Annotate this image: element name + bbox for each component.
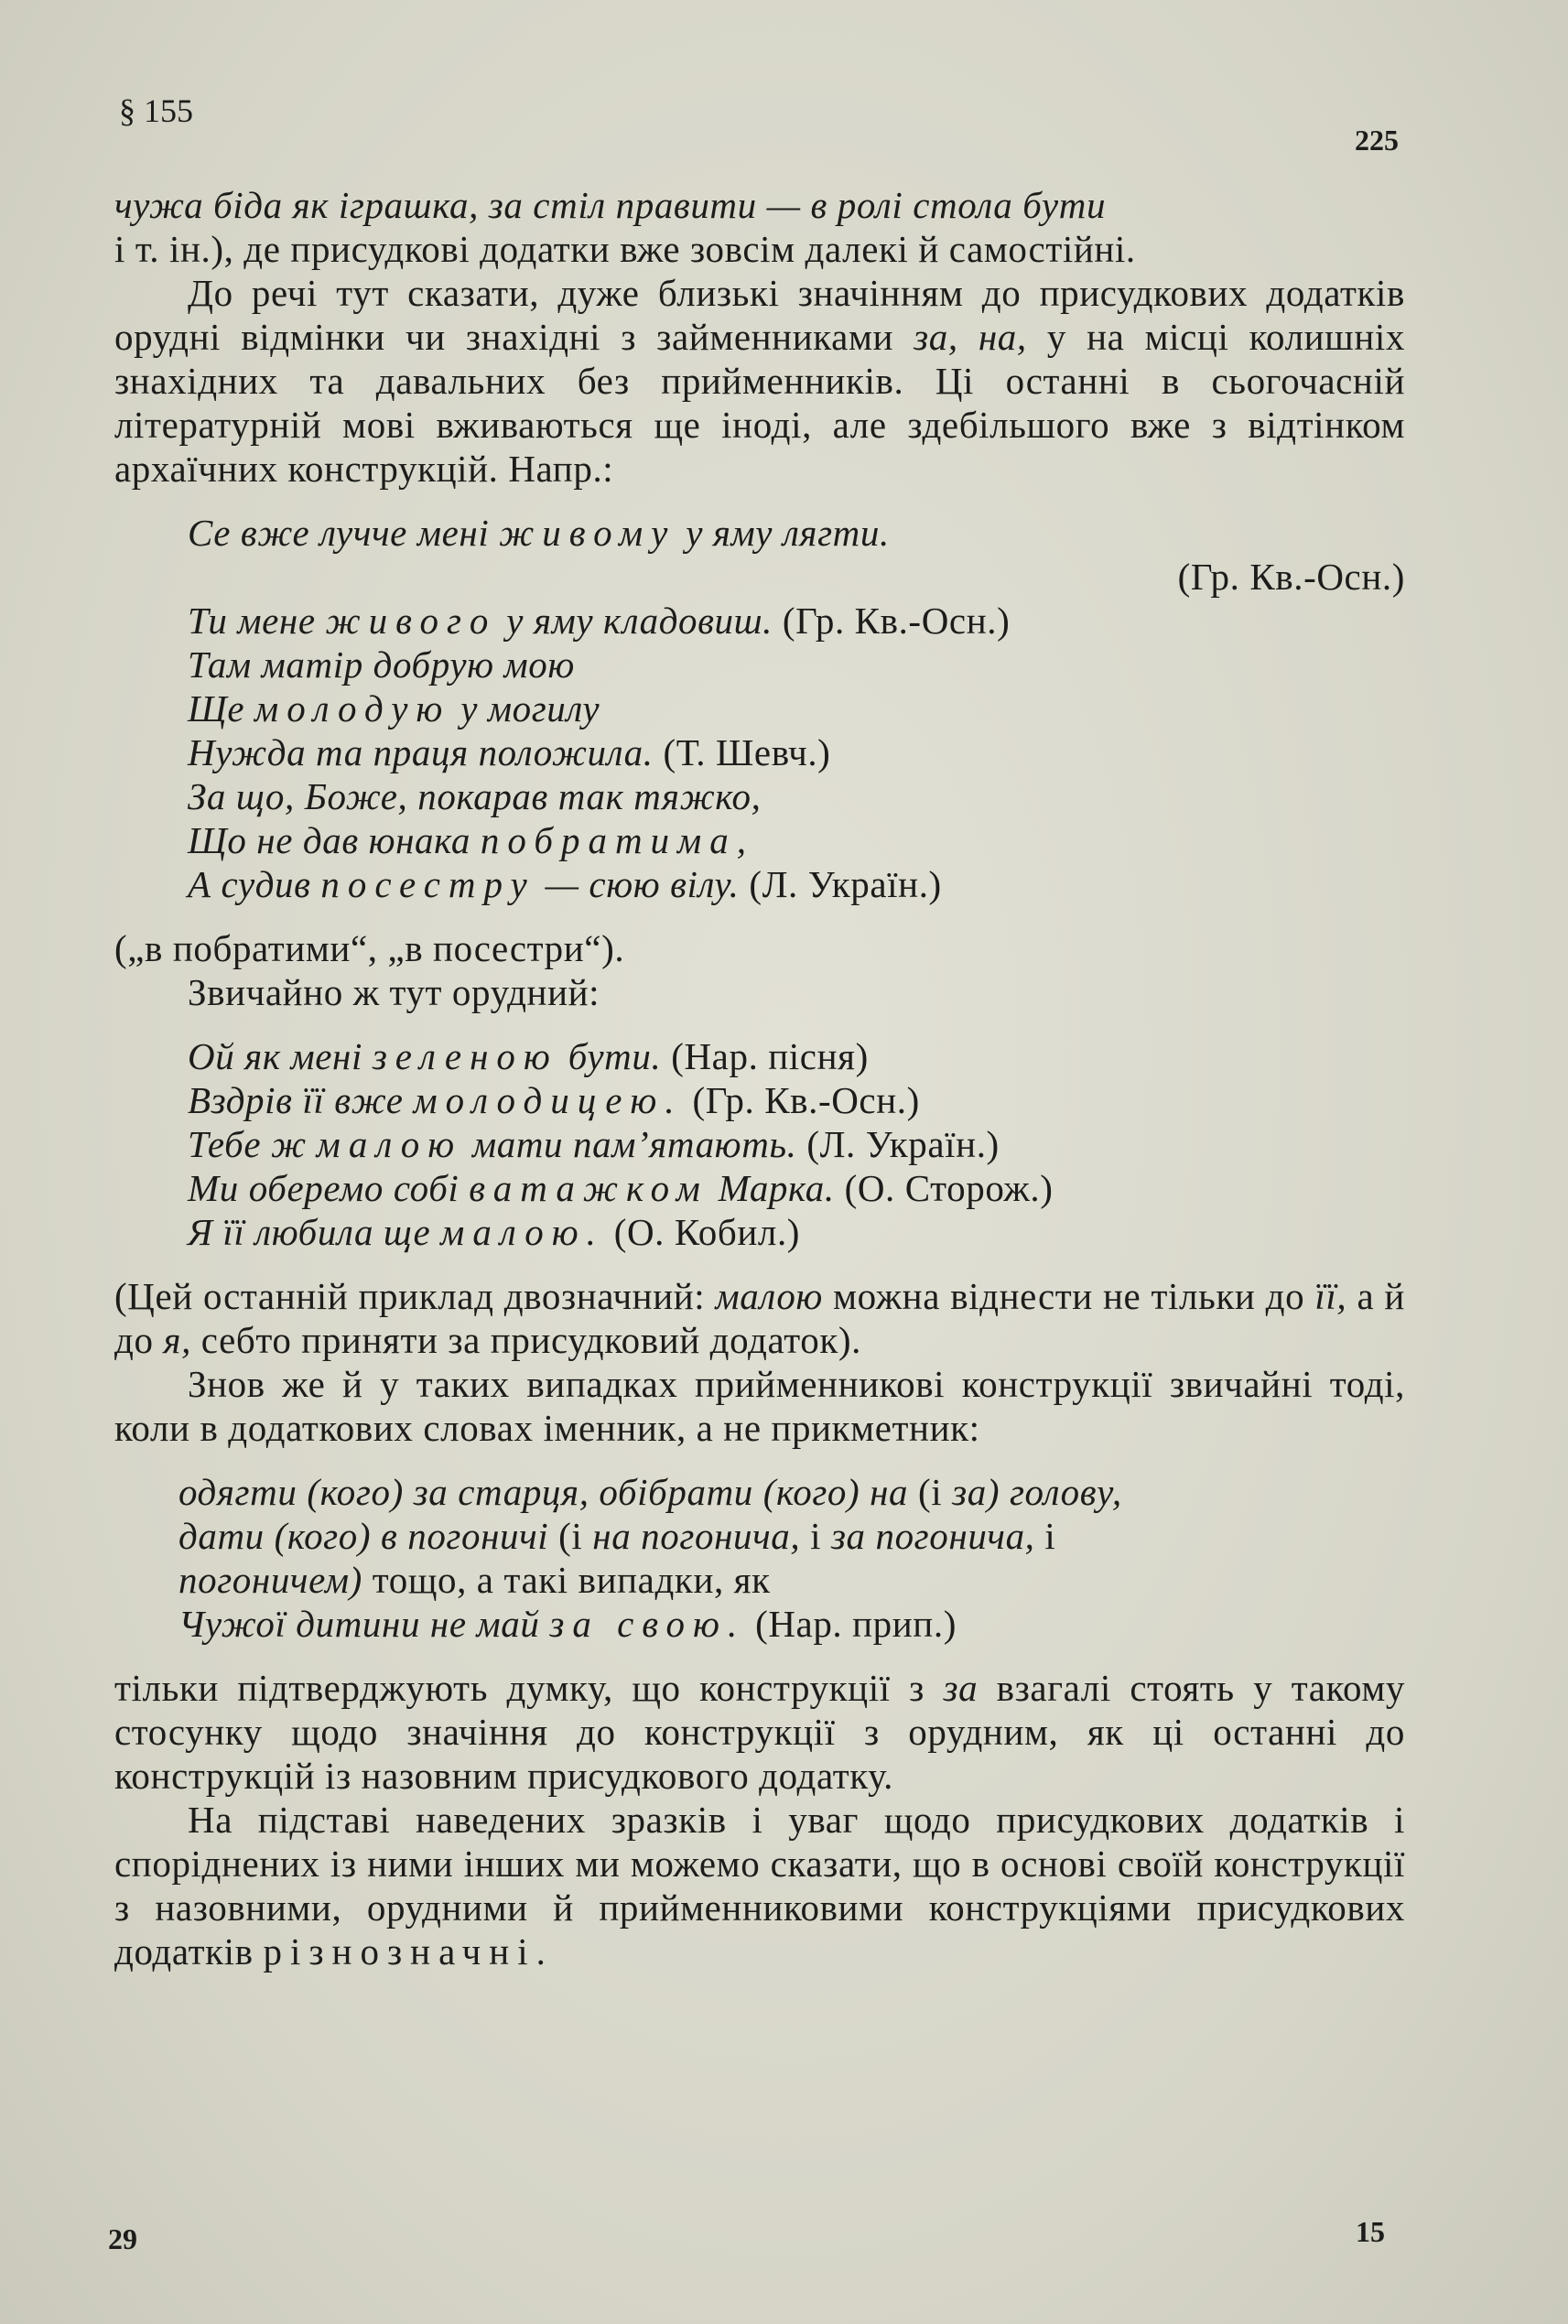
- italic-word: за: [943, 1667, 979, 1709]
- example-line: [188, 730, 1405, 774]
- italic-phrase: чужа біда як іграшка, за стіл правити — в ролі стола бути: [114, 184, 1107, 226]
- italic-text: Ой як мені: [188, 1035, 362, 1077]
- italic-text: погоничем): [178, 1559, 362, 1601]
- spaced-word: живого: [325, 600, 497, 642]
- example-source: (О. Кобил.): [613, 1211, 801, 1253]
- text-run: тощо, а такі випадки, як: [372, 1559, 771, 1601]
- paragraph-8: [114, 1798, 1405, 1973]
- example-line: [188, 686, 1405, 730]
- italic-text: А судив: [188, 863, 311, 905]
- example-block-2: [188, 1034, 1405, 1254]
- italic-text: дати (кого) в погоничі: [178, 1515, 549, 1557]
- example-block-1: [188, 511, 1405, 906]
- spaced-word: зеленою: [372, 1035, 558, 1077]
- italic-text: Марка.: [718, 1167, 835, 1209]
- spaced-word: молодицею.: [413, 1079, 683, 1121]
- spaced-word: молодую: [254, 687, 451, 730]
- example-line: [178, 1558, 1405, 1602]
- example-line: [188, 1122, 1405, 1166]
- spaced-word: малою.: [440, 1211, 604, 1253]
- example-line: [188, 774, 1405, 818]
- text-run: і: [810, 1515, 822, 1557]
- example-line: [188, 1210, 1405, 1254]
- section-number: § 155: [119, 92, 193, 129]
- example-line: [188, 862, 1405, 906]
- text-run: На підставі наведених зразків і уваг щодо присудкових додатків і споріднених із ними інших ми можемо сказати, що в основі своїй конструкції з назовними, орудними й прийменниковими конструкціями присудкових додатків: [114, 1799, 1405, 1973]
- italic-word: за, на,: [914, 316, 1027, 358]
- example-source: (Гр. Кв.-Осн.): [1177, 556, 1405, 598]
- example-block-3: [178, 1470, 1405, 1646]
- text-run: (і: [918, 1471, 943, 1513]
- italic-text: бути.: [568, 1035, 662, 1077]
- paragraph-5: [114, 1274, 1405, 1362]
- text-run: взагалі стоять у такому стосунку щодо значіння до конструкції з орудним, як ці останні до конструкцій із назовним присудкового додатку.: [114, 1667, 1405, 1797]
- page-number: 225: [1355, 124, 1399, 157]
- example-line: [178, 1602, 1405, 1646]
- sheet-mark: 15: [1356, 2215, 1385, 2248]
- italic-text: Там матір добрую мою: [188, 643, 575, 686]
- italic-text: За що, Боже, покарав так тяжко,: [188, 775, 762, 817]
- paragraph-6: Знов же й у таких випадках прийменникові конструкції звичайні тоді, коли в додаткових словах іменник, а не прикметник:: [114, 1363, 1405, 1449]
- signature-mark: 29: [108, 2222, 137, 2255]
- example-line: [188, 818, 1405, 862]
- example-source: (Гр. Кв.-Осн.): [782, 600, 1011, 642]
- example-line: [188, 511, 1405, 555]
- text-run: До речі тут сказати, дуже близькі значінням до присудкових додатків орудні відмінки чи знахідні з займенниками: [114, 272, 1405, 358]
- example-source: (Л. Україн.): [749, 863, 942, 905]
- example-line: [188, 1034, 1405, 1078]
- paragraph-7: [114, 1666, 1405, 1798]
- italic-word: малою: [715, 1275, 823, 1317]
- spaced-word: побратима,: [480, 819, 754, 861]
- italic-text: Нужда та праця положила.: [188, 731, 654, 773]
- spaced-word: за свою.: [549, 1603, 746, 1645]
- italic-text: Ми оберемо собі: [188, 1167, 460, 1209]
- italic-text: Се вже лучче мені: [188, 512, 490, 554]
- example-line: [178, 1470, 1405, 1514]
- paragraph-1: [114, 183, 1405, 271]
- text-run: (і: [558, 1515, 583, 1557]
- italic-text: мати пам’ятають.: [471, 1123, 797, 1165]
- body-text: [114, 183, 1405, 1973]
- italic-word: її,: [1314, 1275, 1347, 1317]
- italic-word: я,: [163, 1319, 191, 1361]
- italic-text: за): [952, 1471, 1000, 1513]
- paragraph-4: Звичайно ж тут орудний:: [188, 971, 600, 1013]
- italic-text: у могилу: [460, 687, 600, 730]
- italic-text: одягти (кого) за старця, обібрати (кого) на: [178, 1471, 909, 1513]
- italic-text: Ти мене: [188, 600, 316, 642]
- spaced-word: посестру: [320, 863, 535, 905]
- example-source: (Нар. пісня): [671, 1035, 869, 1077]
- italic-text: Що не дав юнака: [188, 819, 470, 861]
- text-run: тільки підтверджують думку, що конструкції з: [114, 1667, 925, 1709]
- italic-text: Я її любила ще: [188, 1211, 431, 1253]
- text-run: себто приняти за присудковий додаток).: [200, 1319, 861, 1361]
- text-run: і т. ін.), де присудкові додатки вже зовсім далекі й самостійні.: [114, 228, 1136, 270]
- italic-text: — сюю вілу.: [545, 863, 740, 905]
- italic-text: у яму лягти.: [686, 512, 890, 554]
- example-source: (Т. Шевч.): [663, 731, 831, 773]
- example-line: [178, 1514, 1405, 1558]
- italic-text: за погонича,: [830, 1515, 1035, 1557]
- example-source: (О. Сторож.): [844, 1167, 1054, 1209]
- text-run: а й до: [114, 1275, 1405, 1361]
- text-run: у на місці колишніх знахідних та давальних без прийменників. Ці останні в сьогочасній літературній мові вживаються ще іноді, але здебільшого вже з відтінком архаїчних конструкцій. Напр.:: [114, 316, 1405, 490]
- text-run: (Цей останній приклад двозначний:: [114, 1275, 706, 1317]
- italic-text: Вздрів її вже: [188, 1079, 404, 1121]
- italic-text: Ще: [188, 687, 245, 730]
- text-run: можна віднести не тільки до: [833, 1275, 1305, 1317]
- paragraph-3: („в побратими“, „в посестри“).: [114, 927, 625, 969]
- paragraph-2: [114, 271, 1405, 491]
- italic-text: на погонича,: [592, 1515, 801, 1557]
- example-source: (Гр. Кв.-Осн.): [692, 1079, 920, 1121]
- example-line: [188, 643, 1405, 686]
- spaced-word: різнозначні.: [263, 1930, 554, 1973]
- example-line: [188, 1166, 1405, 1210]
- spaced-word: живому: [499, 512, 676, 554]
- text-run: і: [1044, 1515, 1056, 1557]
- example-source: (Л. Україн.): [806, 1123, 1000, 1165]
- example-line: [188, 599, 1405, 643]
- italic-text: у яму кладовиш.: [506, 600, 773, 642]
- italic-text: Тебе ж: [188, 1123, 307, 1165]
- italic-text: голову,: [1009, 1471, 1122, 1513]
- spaced-word: малою: [316, 1123, 463, 1165]
- spaced-word: ватажком: [469, 1167, 708, 1209]
- example-line: [188, 1078, 1405, 1122]
- example-source: (Нар. прип.): [755, 1603, 957, 1645]
- italic-text: Чужої дитини не май: [178, 1603, 540, 1645]
